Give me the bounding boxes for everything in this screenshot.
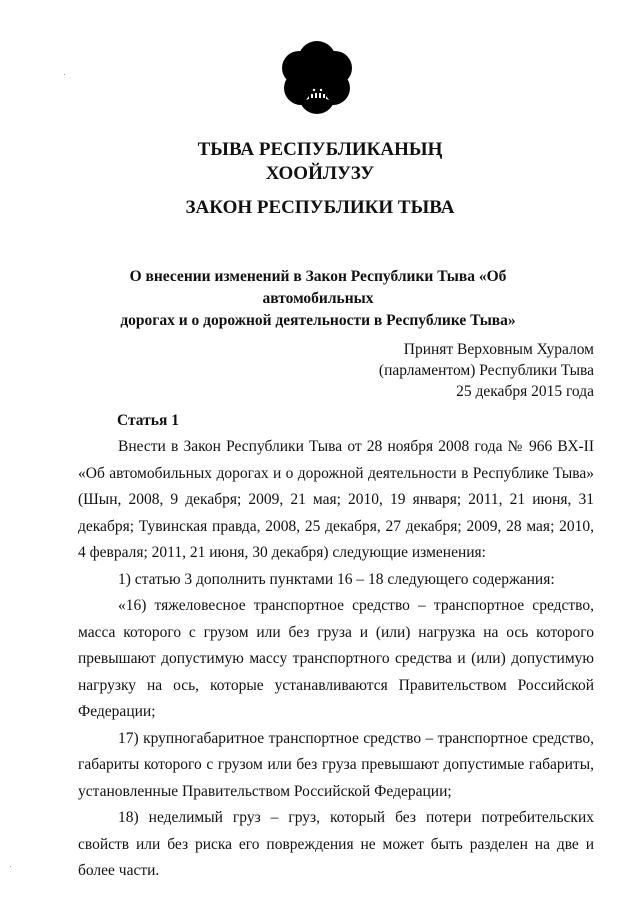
article-paragraph: Внести в Закон Республики Тыва от 28 ноября 2008 года № 966 ВХ-II «Об автомобильных дорогах и о дорожной деятельности в Республике Тыва» (Шын, 2008, 9 декабря; 2009, 21 мая; 2010, 19 января; 2011, 21 июня, 31 декабря; Тувинская правда, 2008, 25 декабря, 27 декабря; 2009, 28 мая; 2010, 4 февраля; 2011, 21 июня, 30 декабря) следующие изменения: — [78, 438, 594, 561]
article-heading: Статья 1 — [117, 412, 179, 429]
law-subject-line1: О внесении изменений в Закон Республики Тыва «Об автомобильных — [129, 268, 507, 307]
article-paragraph: 1) статью 3 дополнить пунктами 16 – 18 следующего содержания: — [118, 570, 555, 588]
scan-artifact — [10, 866, 11, 867]
article-paragraph: 18) неделимый груз – груз, который без потери потребительских свойств или без риска его повреждения не может быть разделен на две и более части. — [78, 809, 594, 879]
adoption-note-line2: (парламентом) Республики Тыва — [378, 362, 594, 379]
article-paragraph: «16) тяжеловесное транспортное средство – транспортное средство, масса которого с грузом или без груза и (или) нагрузка на ось которого превышают допустимую массу транспортного средства и (или) допустимую нагрузку на ось, которые устанавливаются Правительством Российской Федерации; — [78, 597, 594, 720]
scan-artifact — [64, 74, 65, 75]
adoption-note — [294, 339, 594, 402]
title-russian: ЗАКОН РЕСПУБЛИКИ ТЫВА — [185, 197, 455, 218]
law-subject — [80, 266, 556, 332]
law-subject-line2: дорогах и о дорожной деятельности в Республике Тыва» — [120, 312, 516, 329]
title-tuvan-line2: ХООЙЛУЗУ — [265, 163, 375, 184]
title-tuvan-line1: ТЫВА РЕСПУБЛИКАНЫҢ — [197, 139, 443, 160]
adoption-date: 25 декабря 2015 года — [456, 383, 594, 400]
adoption-note-line1: Принят Верховным Хуралом — [403, 341, 594, 358]
article-body — [78, 434, 594, 885]
article-paragraph: 17) крупногабаритное транспортное средство – транспортное средство, габариты которого с грузом или без груза превышают допустимые габариты, установленные Правительством Российской Федерации; — [78, 729, 594, 800]
title-tuvan — [0, 138, 640, 186]
coat-of-arms-emblem — [278, 38, 356, 118]
